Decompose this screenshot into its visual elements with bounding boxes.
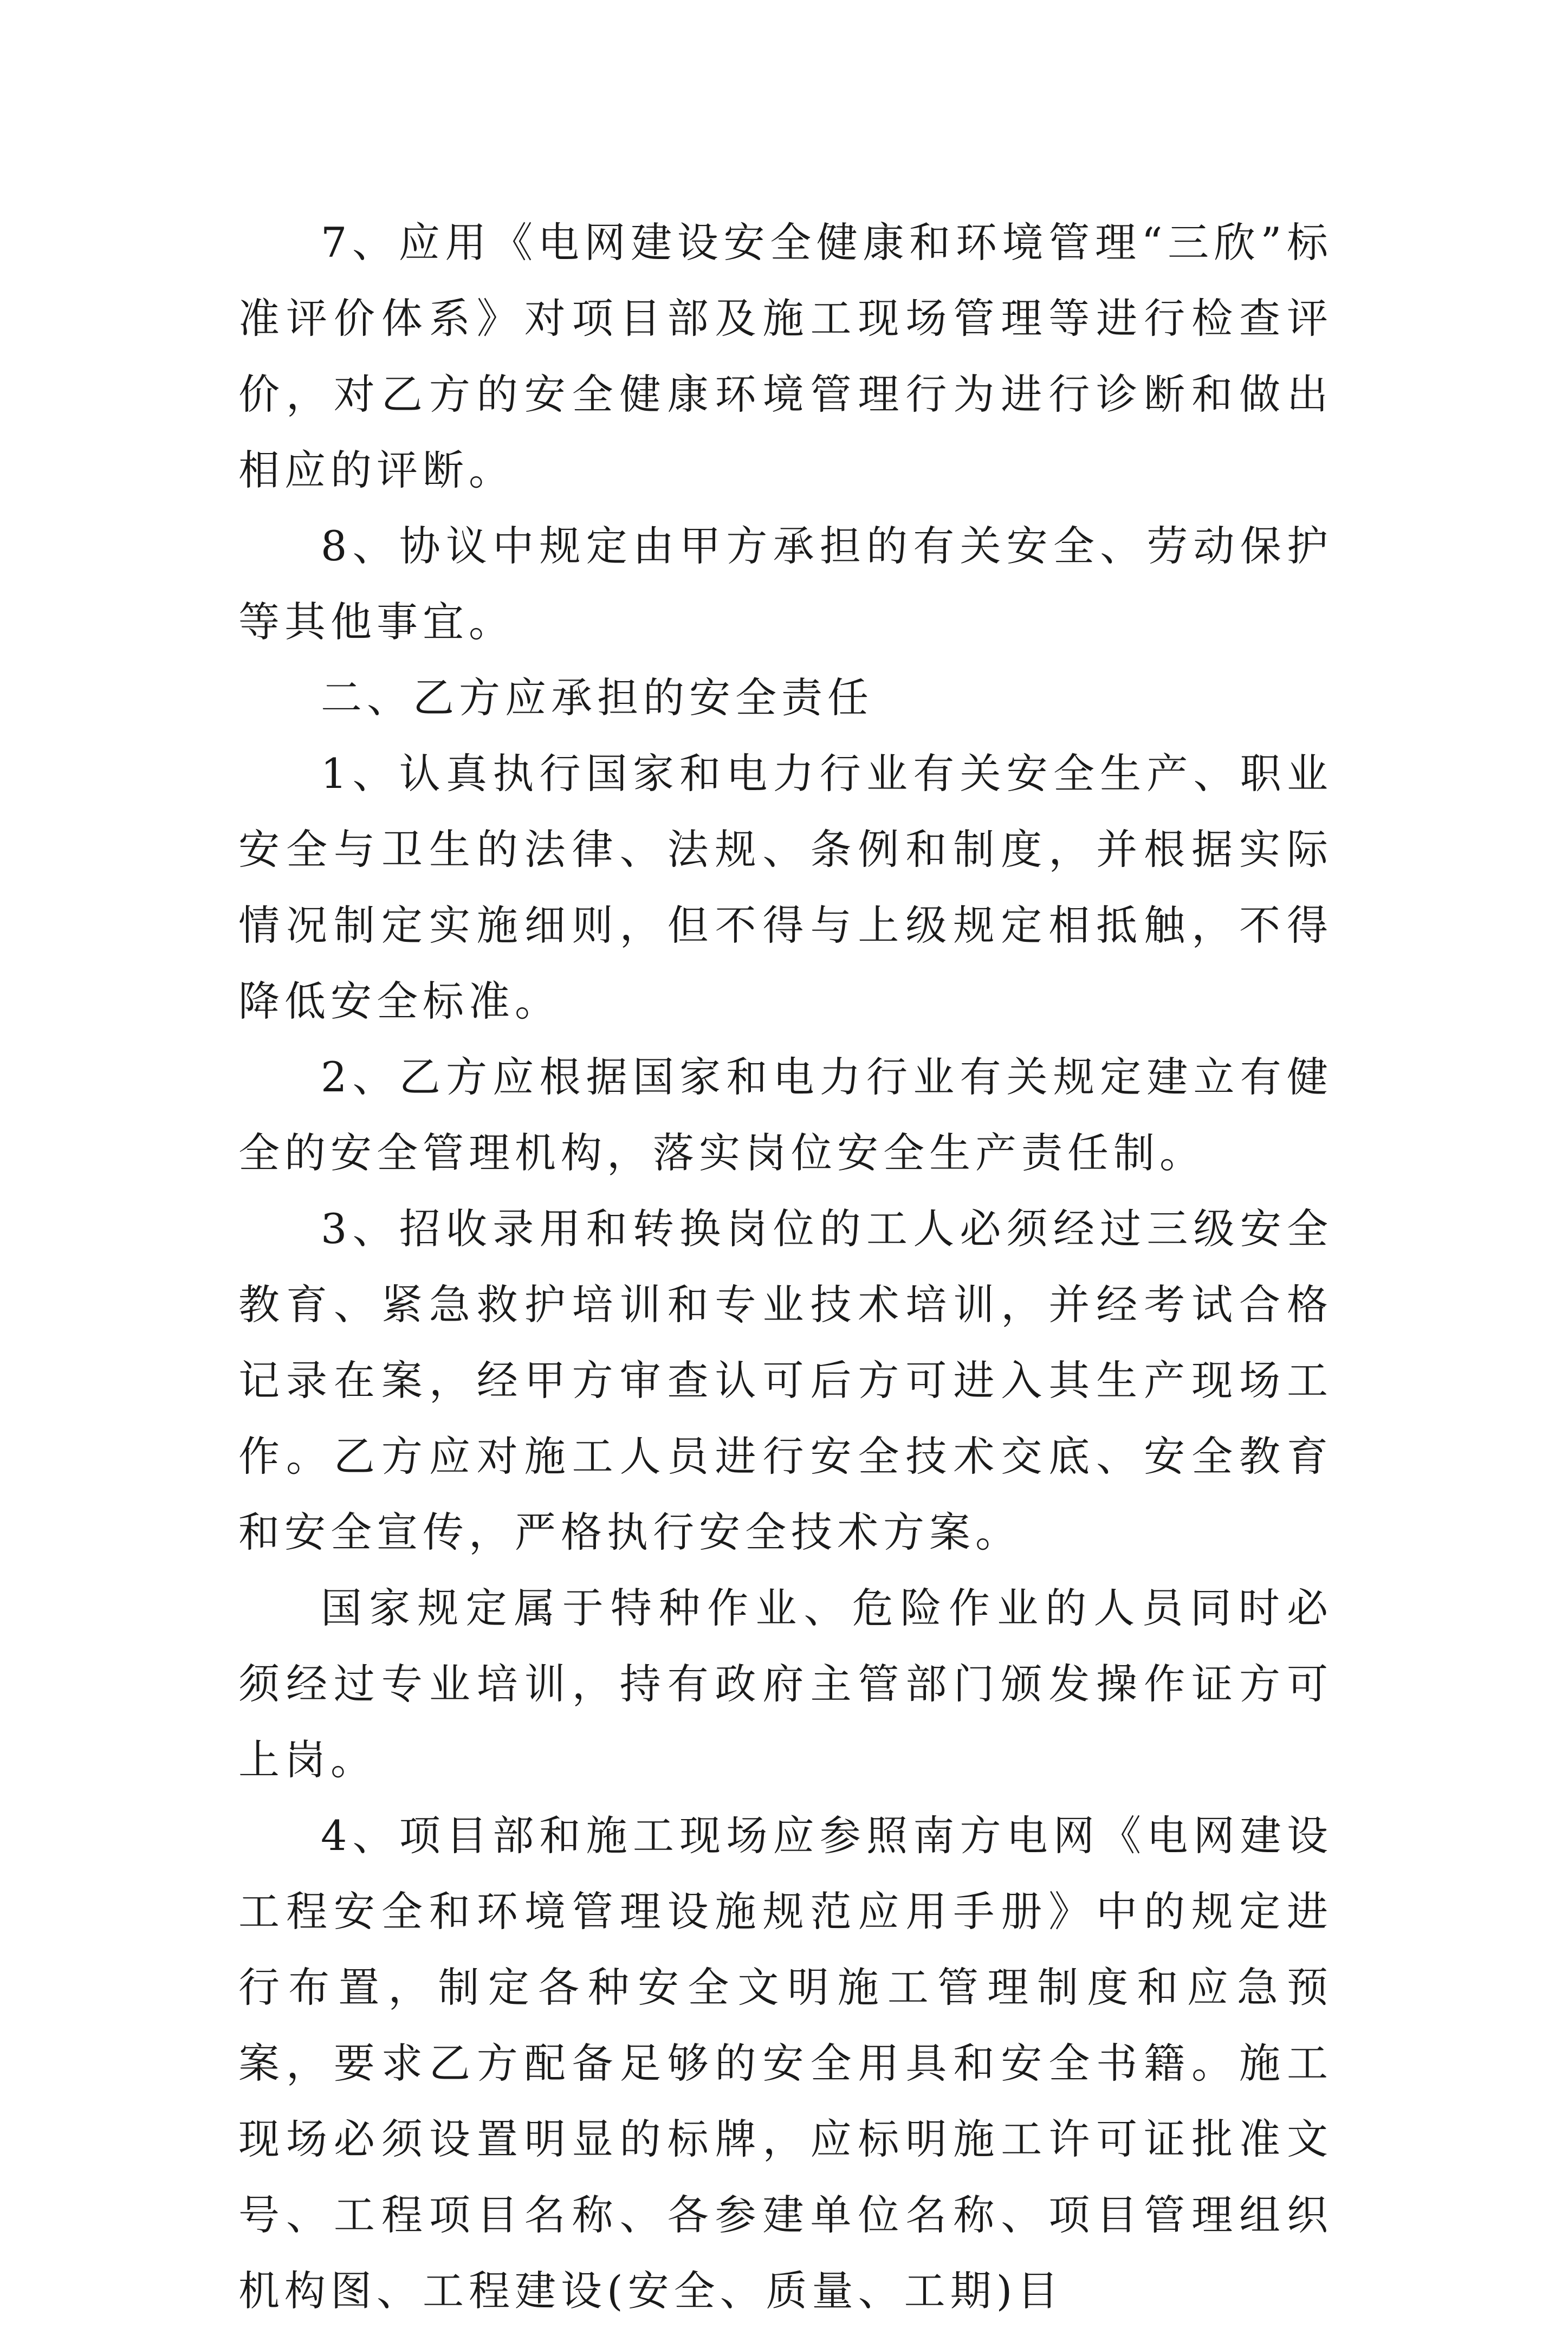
paragraph-item-8: 8、协议中规定由甲方承担的有关安全、劳动保护等其他事宜。	[238, 522, 1333, 646]
document-body	[238, 205, 1333, 2329]
paragraph-item-7: 7、应用《电网建设安全健康和环境管理“三欣”标准评价体系》对项目部及施工现场管理等进行检查评价，对乙方的安全健康环境管理行为进行诊断和做出相应的评断。	[238, 218, 1333, 494]
paragraph-item-4: 4、项目部和施工现场应参照南方电网《电网建设工程安全和环境管理设施规范应用手册》中的规定进行布置，制定各种安全文明施工管理制度和应急预案，要求乙方配备足够的安全用具和安全书籍。施工现场必须设置明显的标牌，应标明施工许可证批准文号、工程项目名称、各参建单位名称、项目管理组织机构图、工程建设(安全、质量、工期)目	[238, 1812, 1333, 2315]
paragraph-special-operations: 国家规定属于特种作业、危险作业的人员同时必须经过专业培训，持有政府主管部门颁发操作证方可上岗。	[238, 1584, 1333, 1784]
section-heading-party-b-responsibilities: 二、乙方应承担的安全责任	[321, 674, 873, 722]
paragraph-item-3: 3、招收录用和转换岗位的工人必须经过三级安全教育、紧急救护培训和专业技术培训，并经考试合格记录在案，经甲方审查认可后方可进入其生产现场工作。乙方应对施工人员进行安全技术交底、安全教育和安全宣传，严格执行安全技术方案。	[238, 1205, 1333, 1556]
paragraph-item-2: 2、乙方应根据国家和电力行业有关规定建立有健全的安全管理机构，落实岗位安全生产责任制。	[238, 1053, 1333, 1177]
paragraph-item-1: 1、认真执行国家和电力行业有关安全生产、职业安全与卫生的法律、法规、条例和制度，并根据实际情况制定实施细则，但不得与上级规定相抵触，不得降低安全标准。	[238, 749, 1333, 1025]
